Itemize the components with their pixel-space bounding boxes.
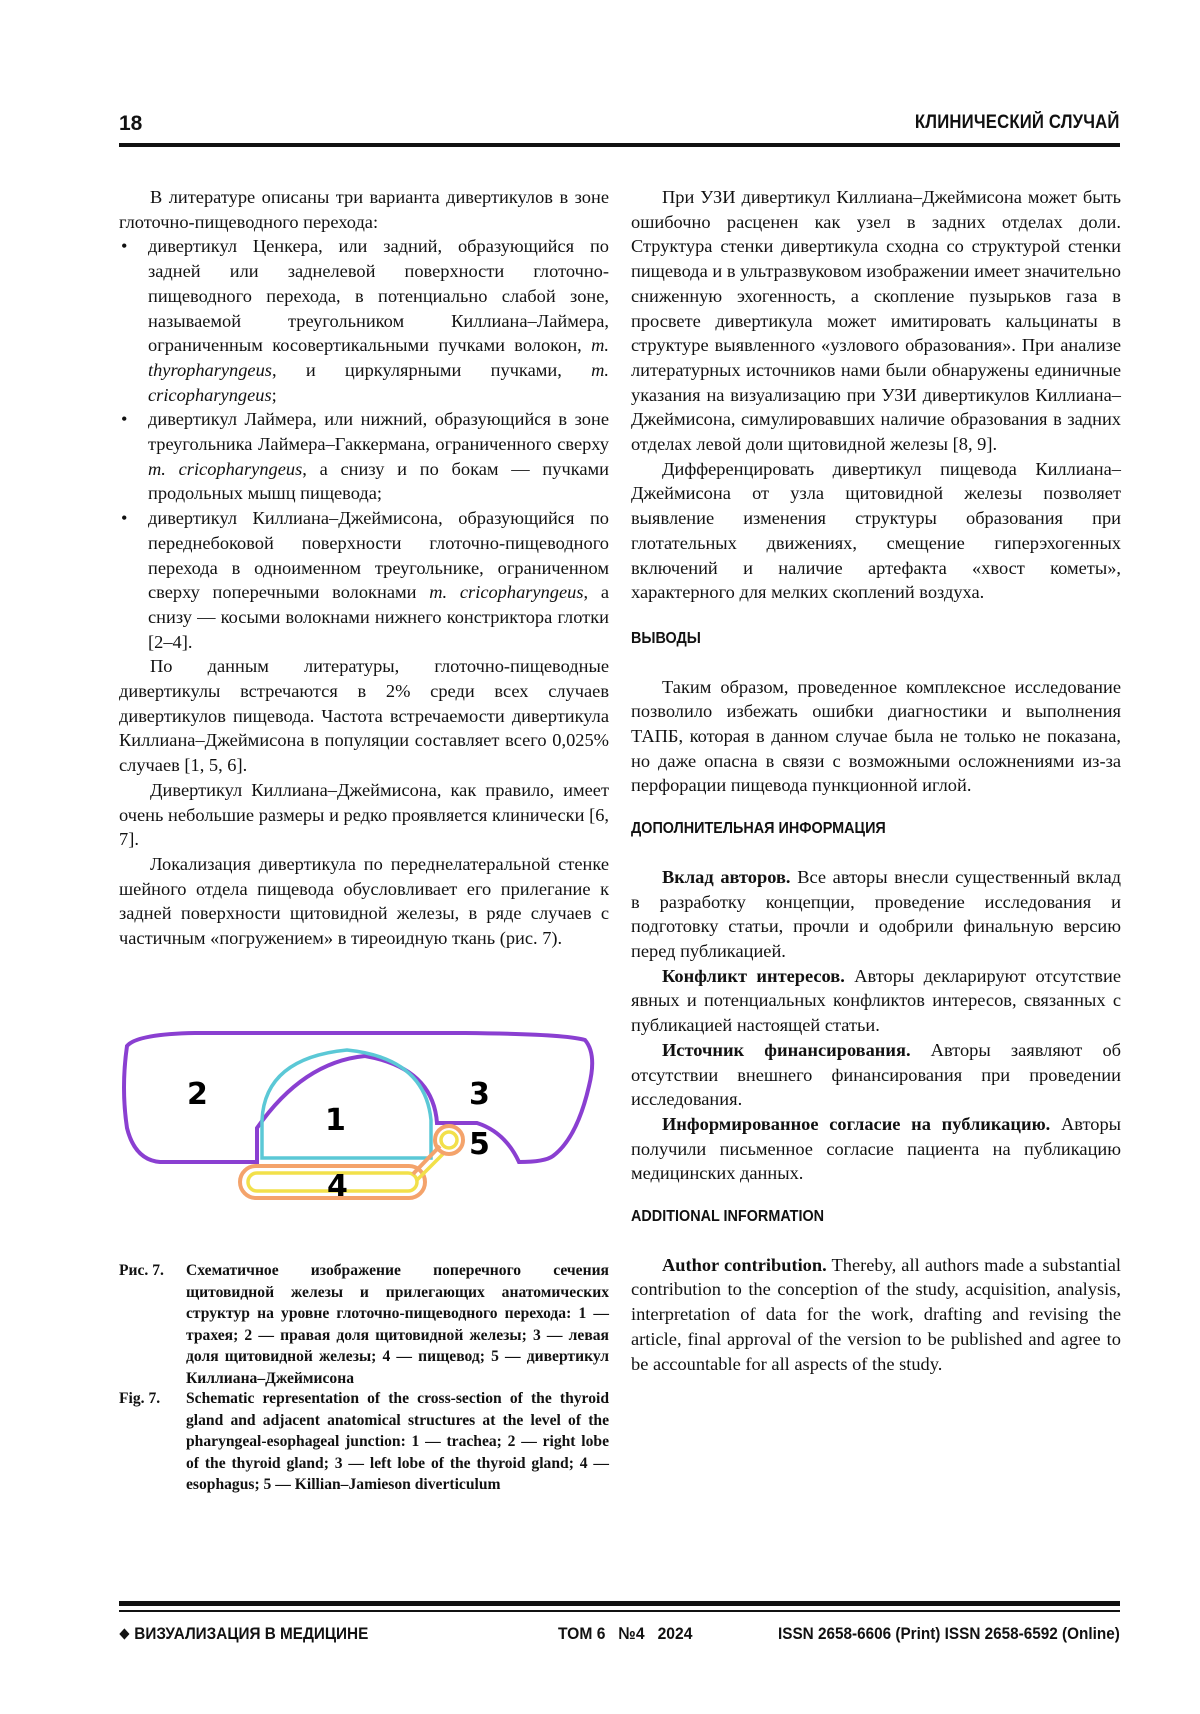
diverticula-list [119, 234, 609, 654]
figure-7-schematic [115, 1028, 615, 1248]
paragraph-conflict: Конфликт интересов. Авторы декларируют отсутствие явных и потенциальных конфликтов интересов, связанных с публикацией настоящей статьи. [631, 965, 1121, 1036]
label-5: 5 [469, 1127, 490, 1162]
label-4: 4 [327, 1169, 348, 1204]
left-column [119, 185, 609, 951]
paragraph: В литературе описаны три варианта дивертикулов в зоне глоточно-пищеводного перехода: [119, 187, 609, 232]
paragraph-author-contribution: Author contribution. Thereby, all authors made a substantial contribution to the conception of the study, acquisition, analysis, interpretation of data for the work, drafting and revising the article, final approval of the version to be published and agree to be accountable for all aspects of the study. [631, 1254, 1121, 1374]
caption-text: Schematic representation of the cross-section of the thyroid gland and adjacent anatomical structures at the level of the pharyngeal-esophageal junction: 1 — trachea; 2 — right lobe of the thyroid gland; 3 — left lobe of the thyroid gland; 4 — esophagus; 5 — Killian–Jamieson diverticulum [186, 1390, 609, 1493]
label-2: 2 [187, 1077, 208, 1112]
footer-journal: ВИЗУАЛИЗАЦИЯ В МЕДИЦИНЕ [119, 1624, 368, 1644]
paragraph: По данным литературы, глоточно-пищеводные дивертикулы встречаются в 2% среди всех случаев дивертикулов пищевода. Частота встречаемости дивертикула Киллиана–Джеймисона в популяции составляет всего 0,025% случаев [1, 5, 6]. [119, 656, 609, 776]
paragraph-consent: Информированное согласие на публикацию. Авторы получили письменное согласие пациента на публикацию медицинских данных. [631, 1113, 1121, 1184]
paragraph: При УЗИ дивертикул Киллиана–Джеймисона может быть ошибочно расценен как узел в задних отделах доли. Структура стенки дивертикула сходна со структурой стенки пищевода и в ультразвуковом изображении имеет значительно сниженную эхогенность, а скопление пузырьков газа в просвете дивертикула может имитировать кальцинаты в структуре выявленного «узлового образования». При анализе литературных источников нами были обнаружены единичные указания на визуализацию при УЗИ дивертикулов Киллиана–Джеймисона, симулировавших наличие образования в задних отделах левой доли щитовидной железы [8, 9]. [631, 187, 1121, 455]
heading-additional-info-en: ADDITIONAL INFORMATION [631, 1208, 825, 1226]
heading-conclusions: ВЫВОДЫ [631, 629, 701, 647]
label-3: 3 [469, 1077, 490, 1112]
paragraph: Таким образом, проведенное комплексное исследование позволило избежать ошибки диагностики и выполнения ТАПБ, которая в данном случае была не только не показана, но даже опасна в связи с возможными осложнениями из-за перфорации пищевода пункционной иглой. [631, 676, 1121, 796]
paragraph: Дивертикул Киллиана–Джеймисона, как правило, имеет очень небольшие размеры и редко проявляется клинически [6, 7]. [119, 779, 609, 850]
heading-additional-info-ru: ДОПОЛНИТЕЛЬНАЯ ИНФОРМАЦИЯ [631, 820, 886, 838]
page-number: 18 [119, 112, 143, 135]
paragraph: Локализация дивертикула по переднелатеральной стенке шейного отдела пищевода обусловливает его прилегание к задней поверхности щитовидной железы, в ряде случаев с частичным «погружением» в тиреоидную ткань (рис. 7). [119, 853, 609, 949]
list-item: • дивертикул Киллиана–Джеймисона, образующийся по переднебоковой поверхности глоточно-пищеводного перехода в одноименном треугольнике, ограниченном сверху поперечными волокнами m. cricopharyngeus, а снизу — косыми волокнами нижнего констриктора глотки [2–4]. [119, 506, 609, 654]
right-column [631, 185, 1121, 1376]
paragraph-contribution: Вклад авторов. Все авторы внесли существенный вклад в разработку концепции, проведение исследования и подготовку статьи, прочли и одобрили финальную версию перед публикацией. [631, 866, 1121, 961]
list-item: • дивертикул Лаймера, или нижний, образующийся в зоне треугольника Лаймера–Гаккермана, ограниченного сверху m. cricopharyngeus, а снизу и по бокам — пучками продольных мышц пищевода; [119, 407, 609, 506]
caption-text: Схематичное изображение поперечного сечения щитовидной железы и прилегающих анатомических структур на уровне глоточно-пищеводного перехода: 1 — трахея; 2 — правая доля щитовидной железы; 3 — левая доля щитовидной железы; 4 — пищевод; 5 — дивертикул Киллиана–Джеймисона [186, 1262, 609, 1387]
footer-issue: ТОМ 6 №4 2024 [558, 1624, 693, 1643]
paragraph: Дифференцировать дивертикул пищевода Киллиана–Джеймисона от узла щитовидной железы позволяет выявление изменения структуры образования при глотательных движениях, смещение гиперэхогенных включений и наличие артефакта «хвост кометы», характерного для мелких скоплений воздуха. [631, 458, 1121, 603]
section-title: КЛИНИЧЕСКИЙ СЛУЧАЙ [915, 112, 1120, 133]
footer-rule-thin [119, 1610, 1120, 1612]
figure-caption-ru [119, 1260, 609, 1389]
caption-label: Fig. 7. [119, 1390, 161, 1407]
list-item: • дивертикул Ценкера, или задний, образующийся по задней или заднелевой поверхности глоточно-пищеводного перехода, в потенциально слабой зоне, называемой треугольником Киллиана–Лаймера, ограниченным косовертикальными пучками волокон, m. thyropharyngeus, и циркулярными пучками, m. cricopharyngeus; [119, 234, 609, 407]
footer-issn: ISSN 2658-6606 (Print) ISSN 2658-6592 (Online) [778, 1624, 1120, 1643]
footer-rule [119, 1601, 1120, 1606]
paragraph-funding: Источник финансирования. Авторы заявляют об отсутствии внешнего финансирования при проведении исследования. [631, 1039, 1121, 1110]
figure-caption-en [119, 1388, 609, 1496]
diamond-icon [119, 1628, 129, 1639]
label-1: 1 [325, 1103, 346, 1138]
caption-label: Рис. 7. [119, 1262, 164, 1279]
trachea-outline [262, 1050, 431, 1158]
header-rule [119, 143, 1120, 147]
